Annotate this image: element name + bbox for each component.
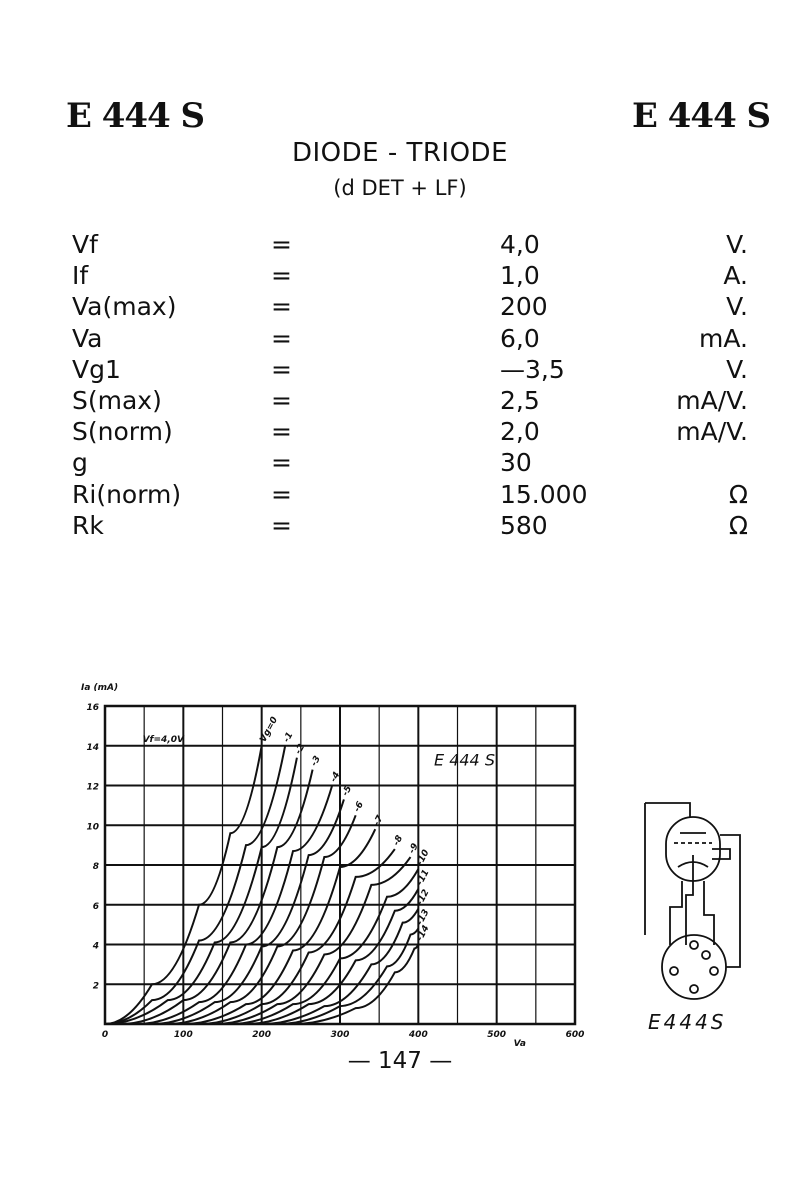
spec-equals: = [271,261,292,291]
spec-value: 2,0 [500,417,540,447]
tube-cathode-lead [686,855,693,945]
chart-title: E 444 S [434,750,495,770]
tube-type-heading-right: E 444 S [632,96,771,136]
spec-value: 2,5 [500,385,540,415]
spec-value: 15.000 [500,479,588,509]
spec-unit: mA/V. [676,385,748,415]
spec-row [72,291,748,322]
base-pin-4 [690,985,698,993]
tube-class-title: DIODE - TRIODE [291,138,509,168]
spec-unit: Ω [728,479,748,509]
spec-equals: = [271,323,292,353]
spec-unit: V. [726,354,748,384]
curve-label: -4 [328,770,343,784]
curve-label: -5 [340,784,355,798]
x-tick-label: 100 [173,1030,193,1040]
curve-label: -3 [309,754,323,769]
spec-row [72,260,748,291]
characteristic-curve [121,770,313,1024]
x-axis-label: Va [513,1039,527,1049]
schematic-label: E444S [648,1010,727,1034]
spec-unit: mA/V. [676,417,748,447]
base-pin-2 [670,967,678,975]
y-tick-label: 10 [86,822,99,833]
curve-label: -13 [415,907,432,928]
spec-row [72,510,748,541]
spec-param: If [72,261,89,291]
anode-characteristics-chart [70,672,600,1052]
spec-param: Vf [72,230,98,259]
curve-label: -2 [293,742,308,757]
tube-diode-lead [712,849,730,859]
spec-equals: = [271,230,292,259]
spec-unit: V. [726,230,748,259]
x-tick-label: 0 [101,1030,109,1040]
spec-equals: = [271,354,292,384]
base-pin-3 [710,967,718,975]
spec-value: 1,0 [500,261,540,291]
y-tick-label: 14 [86,742,99,753]
y-tick-label: 6 [92,901,99,912]
base-pin-1 [690,941,698,949]
spec-param: g [72,448,88,478]
tube-function-subtitle: (d DET + LF) [333,176,467,200]
spec-unit: A. [723,261,748,291]
spec-equals: = [271,510,292,540]
characteristic-curve [152,799,344,1024]
spec-unit: Ω [728,510,748,540]
spec-param: Va [72,323,103,353]
spec-row [72,385,748,416]
page-number: — 147 — [347,1048,453,1074]
characteristic-curve [183,829,375,1024]
curve-label: -1 [281,730,296,745]
spec-param: Rk [72,510,104,540]
curve-label: -7 [372,814,386,828]
spec-value: 4,0 [500,230,540,259]
spec-unit: V. [726,292,748,322]
curve-label: -10 [415,848,432,868]
spec-param: Ri(norm) [72,479,182,509]
spec-equals: = [271,292,292,322]
base-pin-5 [702,951,710,959]
spec-row [72,229,748,260]
spec-value: 6,0 [500,323,540,353]
spec-value: —3,5 [500,354,565,384]
curve-label: -6 [352,800,367,814]
spec-row [72,354,748,385]
chart-annotation: Vf=4,0V [142,734,184,745]
curve-label: -9 [407,841,421,856]
spec-param: S(max) [72,385,162,415]
tube-base-schematic [630,795,750,1005]
spec-row [72,416,748,447]
curve-label: Vg=0 [258,715,281,745]
tube-type-heading-left: E 444 S [66,96,205,136]
spec-equals: = [271,479,292,509]
x-tick-label: 200 [252,1030,272,1040]
spec-row [72,479,748,510]
spec-row [72,447,748,478]
curve-label: -11 [415,868,432,888]
spec-table [72,229,748,541]
spec-unit: mA. [699,323,748,353]
y-tick-label: 4 [92,941,99,952]
curve-label: -12 [415,888,432,908]
spec-value: 30 [500,448,532,478]
spec-equals: = [271,385,292,415]
spec-param: Vg1 [72,354,121,384]
y-tick-label: 16 [86,703,99,713]
spec-value: 580 [500,510,548,540]
y-tick-label: 2 [92,981,99,992]
spec-param: S(norm) [72,417,173,447]
x-tick-label: 600 [565,1030,585,1040]
y-tick-label: 8 [92,862,99,872]
x-tick-label: 400 [408,1030,428,1040]
tube-grid-lead [645,803,690,817]
spec-value: 200 [500,292,548,322]
spec-equals: = [271,448,292,478]
spec-param: Va(max) [72,292,177,322]
x-tick-label: 500 [487,1030,507,1040]
curve-label: -14 [415,923,432,943]
curve-label: -8 [391,833,406,848]
spec-row [72,323,748,354]
y-axis-label: Ia (mA) [81,683,119,693]
x-tick-label: 300 [330,1030,350,1040]
spec-equals: = [271,417,292,447]
y-tick-label: 12 [86,782,99,793]
